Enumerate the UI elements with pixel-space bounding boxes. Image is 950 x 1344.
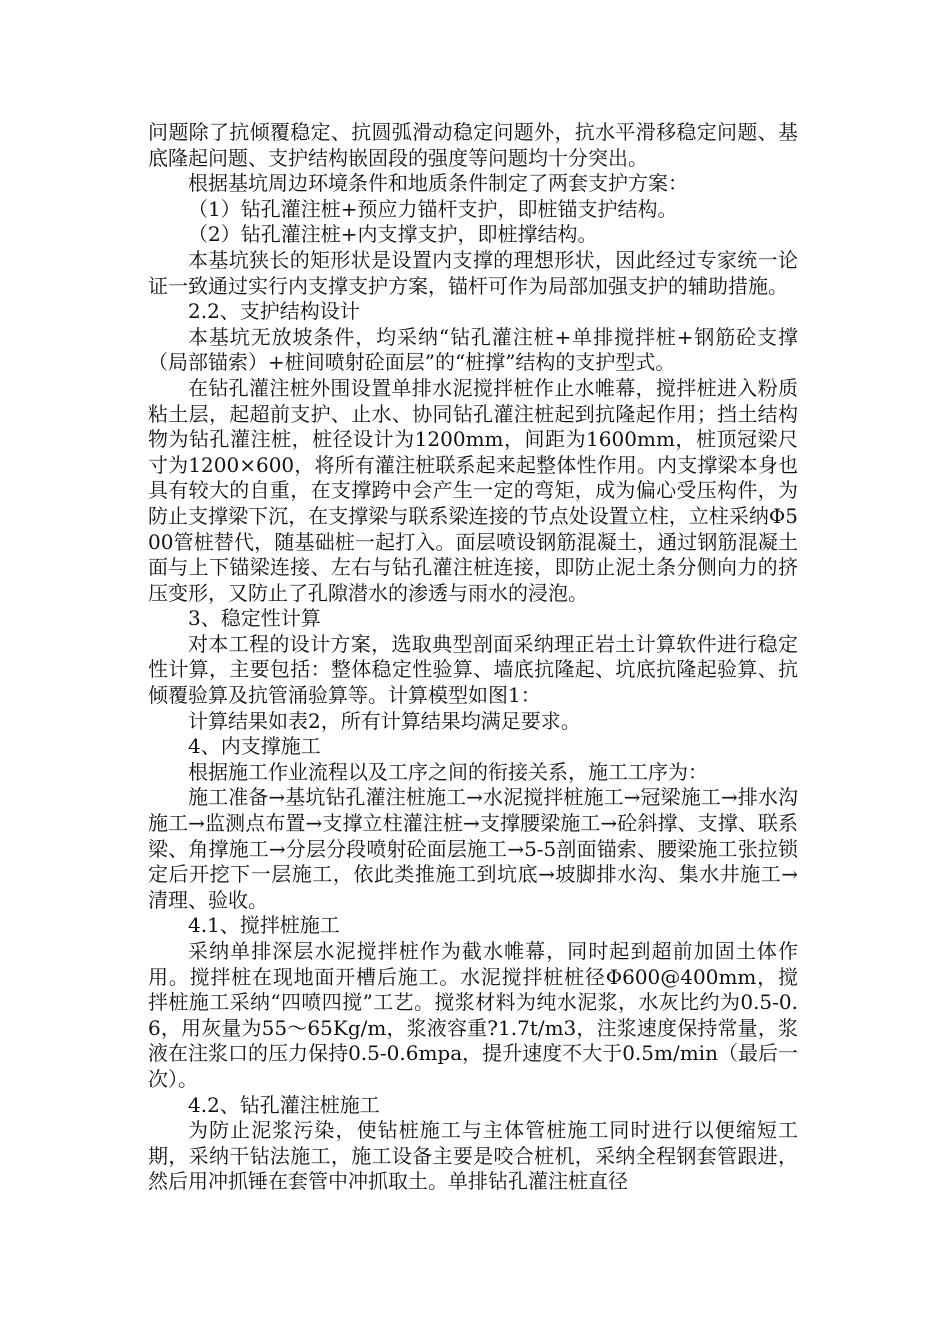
section-heading: 4、内支撑施工 <box>188 734 321 759</box>
body-paragraph: 对本工程的设计方案，选取典型剖面采纳理正岩土计算软件进行稳定性计算，主要包括：整体稳定性验算、墙底抗隆起、坑底抗隆起验算、抗倾覆验算及抗管涌验算等。计算模型如图1： <box>148 631 798 708</box>
body-paragraph: 问题除了抗倾覆稳定、抗圆弧滑动稳定问题外，抗水平滑移稳定问题、基底隆起问题、支护结构嵌固段的强度等问题均十分突出。 <box>148 120 798 170</box>
body-paragraph: （1）钻孔灌注桩+预应力锚杆支护，即桩锚支护结构。 <box>188 196 678 221</box>
section-heading: 2.2、支护结构设计 <box>188 299 360 324</box>
section-heading: 4.1、搅拌桩施工 <box>188 913 340 938</box>
body-paragraph: 本基坑无放坡条件，均采纳“钻孔灌注桩+单排搅拌桩+钢筋砼支撑（局部锚索）+桩间喷射砼面层”的“桩撑”结构的支护型式。 <box>148 324 798 375</box>
section-heading: 4.2、钻孔灌注桩施工 <box>188 1092 380 1117</box>
body-paragraph: （2）钻孔灌注桩+内支撑支护，即桩撑结构。 <box>188 222 598 247</box>
body-paragraph: 本基坑狭长的矩形状是设置内支撑的理想形状，因此经过专家统一论证一致通过实行内支撑支护方案，锚杆可作为局部加强支护的辅助措施。 <box>148 247 798 298</box>
body-paragraph: 采纳单排深层水泥搅拌桩作为截水帷幕，同时起到超前加固土体作用。搅拌桩在现地面开槽后施工。水泥搅拌桩桩径Φ600@400mm，搅拌桩施工采纳“四喷四搅”工艺。搅浆材料为纯水泥浆，水灰比约为0.5-0.6，用灰量为55～65Kg/m，浆液容重?1.7t/m3，注浆速度保持常量，浆液在注浆口的压力保持0.5-0.6mpa，提升速度不大于0.5m/min（最后一次）。 <box>148 939 798 1091</box>
body-paragraph: 为防止泥浆污染，使钻桩施工与主体管桩施工同时进行以便缩短工期，采纳干钻法施工，施工设备主要是咬合桩机，采纳全程钢套管跟进，然后用冲抓锤在套管中冲抓取土。单排钻孔灌注桩直径 <box>148 1118 798 1194</box>
document-body <box>148 120 798 1195</box>
body-paragraph: 计算结果如表2，所有计算结果均满足要求。 <box>188 708 581 733</box>
body-paragraph: 根据基坑周边环境条件和地质条件制定了两套支护方案： <box>188 171 688 196</box>
body-paragraph: 根据施工作业流程以及工序之间的衔接关系，施工工序为： <box>188 759 708 784</box>
body-paragraph: 在钻孔灌注桩外围设置单排水泥搅拌桩作止水帷幕，搅拌桩进入粉质粘土层，起超前支护、止水、协同钻孔灌注桩起到抗隆起作用；挡土结构物为钻孔灌注桩，桩径设计为1200mm，间距为1600mm，桩顶冠梁尺寸为1200×600，将所有灌注桩联系起来起整体性作用。内支撑梁本身也具有较大的自重，在支撑跨中会产生一定的弯矩，成为偏心受压构件，为防止支撑梁下沉，在支撑梁与联系梁连接的节点处设置立柱，立柱采纳Φ500管桩替代，随基础桩一起打入。面层喷设钢筋混凝土，通过钢筋混凝土面与上下锚梁连接、左右与钻孔灌注桩连接，即防止泥土条分侧向力的挤压变形，又防止了孔隙潜水的渗透与雨水的浸泡。 <box>148 375 798 605</box>
body-paragraph: 施工准备→基坑钻孔灌注桩施工→水泥搅拌桩施工→冠梁施工→排水沟施工→监测点布置→支撑立柱灌注桩→支撑腰梁施工→砼斜撑、支撑、联系梁、角撑施工→分层分段喷射砼面层施工→5-5剖面锚索、腰梁施工张拉锁定后开挖下一层施工，依此类推施工到坑底→坡脚排水沟、集水井施工→清理、验收。 <box>148 785 798 912</box>
section-heading: 3、稳定性计算 <box>188 606 321 631</box>
